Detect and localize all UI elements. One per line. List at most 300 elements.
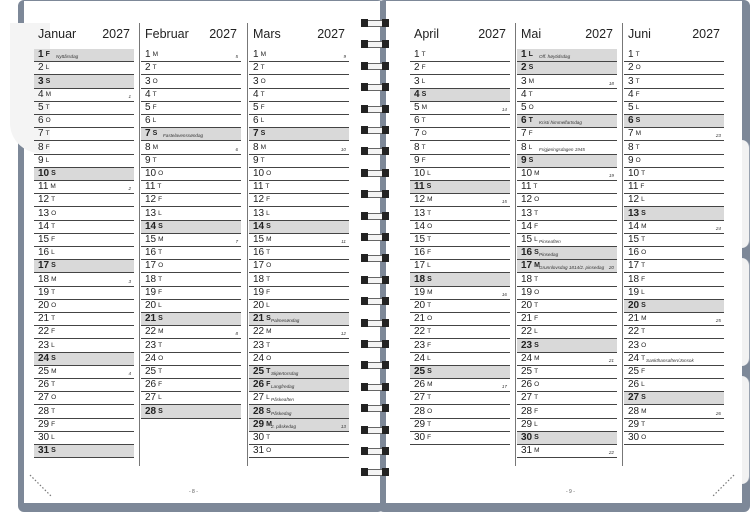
day-number: 21 — [628, 313, 640, 325]
day-row[interactable] — [517, 273, 617, 286]
day-row[interactable] — [249, 273, 349, 286]
spiral-ring — [361, 446, 389, 456]
day-row[interactable] — [141, 221, 241, 234]
day-row[interactable] — [249, 353, 349, 366]
day-label — [145, 247, 162, 259]
day-row[interactable] — [141, 273, 241, 286]
week-number: 9 — [343, 54, 346, 60]
month-header — [410, 1, 510, 47]
holiday-note: Pinseaften — [539, 238, 561, 244]
weekday-letter: S — [641, 301, 646, 309]
day-row[interactable] — [141, 128, 241, 141]
day-label — [628, 326, 645, 338]
day-row[interactable] — [624, 221, 724, 234]
day-row[interactable] — [624, 49, 724, 62]
day-label — [253, 247, 270, 259]
day-row[interactable] — [141, 405, 241, 418]
day-row[interactable] — [517, 405, 617, 418]
weekday-letter: T — [528, 117, 533, 125]
day-row[interactable] — [249, 75, 349, 88]
day-row[interactable] — [34, 75, 134, 88]
day-number: 28 — [38, 405, 50, 417]
day-row[interactable] — [141, 379, 241, 392]
week-number: 14 — [501, 106, 507, 112]
day-row[interactable] — [624, 194, 724, 207]
weekday-letter: O — [427, 407, 433, 415]
weekday-letter: S — [158, 407, 163, 415]
day-label — [414, 313, 432, 325]
day-row[interactable] — [410, 273, 510, 286]
day-row[interactable] — [410, 155, 510, 168]
weekday-letter: O — [427, 315, 433, 323]
day-row[interactable] — [34, 102, 134, 115]
day-row[interactable] — [517, 181, 617, 194]
day-number: 22 — [521, 326, 533, 338]
day-row[interactable] — [249, 194, 349, 207]
day-row[interactable] — [34, 392, 134, 405]
weekday-letter: L — [45, 156, 50, 164]
day-row[interactable] — [141, 75, 241, 88]
weekday-letter: M — [51, 275, 57, 283]
day-number: 19 — [145, 286, 157, 298]
day-label — [145, 340, 162, 352]
day-row[interactable] — [249, 432, 349, 445]
day-row[interactable] — [141, 141, 241, 154]
day-row[interactable] — [141, 260, 241, 273]
day-row[interactable] — [624, 115, 724, 128]
day-label — [628, 102, 639, 114]
day-row[interactable] — [517, 247, 617, 260]
day-row[interactable] — [249, 392, 349, 405]
day-row[interactable] — [34, 128, 134, 141]
weekday-letter: O — [635, 64, 641, 72]
day-row[interactable] — [410, 115, 510, 128]
day-row[interactable] — [141, 194, 241, 207]
day-row[interactable] — [249, 366, 349, 379]
weekday-letter: T — [528, 90, 533, 98]
day-row[interactable] — [410, 49, 510, 62]
day-row[interactable] — [517, 168, 617, 181]
weekday-letter: O — [534, 288, 540, 296]
day-row[interactable] — [34, 405, 134, 418]
day-row[interactable] — [249, 221, 349, 234]
day-row[interactable] — [34, 49, 134, 62]
day-row[interactable] — [517, 379, 617, 392]
day-row[interactable] — [517, 287, 617, 300]
day-row[interactable] — [624, 287, 724, 300]
day-row[interactable] — [410, 392, 510, 405]
weekday-letter: O — [51, 301, 57, 309]
day-row[interactable] — [410, 62, 510, 75]
day-row[interactable] — [141, 49, 241, 62]
day-row[interactable] — [141, 155, 241, 168]
weekday-letter: O — [266, 447, 272, 455]
weekday-letter: L — [641, 196, 645, 204]
day-row[interactable] — [249, 247, 349, 260]
weekday-letter: F — [266, 288, 271, 296]
day-number: 20 — [414, 299, 426, 311]
day-number: 7 — [253, 128, 259, 140]
day-row[interactable] — [410, 247, 510, 260]
day-label — [145, 274, 162, 286]
day-row[interactable] — [410, 260, 510, 273]
day-row[interactable] — [249, 339, 349, 352]
holiday-note: Kristi himmelfartsdag — [539, 120, 582, 126]
day-label — [38, 234, 55, 246]
weekday-letter: T — [51, 288, 56, 296]
day-row[interactable] — [410, 194, 510, 207]
day-row[interactable] — [410, 326, 510, 339]
day-number: 20 — [38, 299, 50, 311]
day-row[interactable] — [34, 62, 134, 75]
weekday-letter: M — [534, 447, 540, 455]
day-row[interactable] — [34, 207, 134, 220]
day-row[interactable] — [624, 155, 724, 168]
day-label — [521, 300, 538, 312]
day-row[interactable] — [517, 326, 617, 339]
day-row[interactable] — [141, 102, 241, 115]
day-row[interactable] — [517, 339, 617, 352]
day-row[interactable] — [34, 379, 134, 392]
day-row[interactable] — [624, 419, 724, 432]
weekday-letter: L — [158, 209, 162, 217]
day-row[interactable] — [517, 445, 617, 458]
day-row[interactable] — [34, 181, 134, 194]
weekday-letter: T — [534, 301, 539, 309]
day-row[interactable] — [410, 75, 510, 88]
day-row[interactable] — [517, 194, 617, 207]
day-label — [145, 260, 163, 272]
day-number: 26 — [253, 379, 265, 391]
day-row[interactable] — [34, 155, 134, 168]
day-row[interactable] — [141, 287, 241, 300]
day-row[interactable] — [624, 260, 724, 273]
day-number: 1 — [414, 49, 420, 61]
day-row[interactable] — [410, 300, 510, 313]
day-row[interactable] — [249, 379, 349, 392]
day-row[interactable] — [410, 102, 510, 115]
day-row[interactable] — [34, 326, 134, 339]
day-row[interactable] — [517, 313, 617, 326]
day-row[interactable] — [624, 405, 724, 418]
day-row[interactable] — [249, 49, 349, 62]
day-row[interactable] — [141, 234, 241, 247]
weekday-letter: M — [534, 354, 540, 362]
day-row[interactable] — [517, 260, 617, 273]
day-label — [628, 221, 647, 233]
day-label — [145, 406, 163, 418]
day-row[interactable] — [249, 234, 349, 247]
day-row[interactable] — [249, 128, 349, 141]
day-row[interactable] — [141, 247, 241, 260]
day-number: 26 — [414, 379, 426, 391]
day-number: 8 — [253, 141, 259, 153]
day-row[interactable] — [517, 300, 617, 313]
weekday-letter: F — [427, 249, 432, 257]
day-row[interactable] — [624, 247, 724, 260]
weekday-letter: T — [641, 354, 646, 362]
day-row[interactable] — [410, 419, 510, 432]
day-row[interactable] — [141, 62, 241, 75]
day-label — [414, 406, 432, 418]
weekday-letter: F — [421, 64, 426, 72]
day-row[interactable] — [34, 221, 134, 234]
weekday-letter: M — [51, 367, 57, 375]
day-label — [145, 313, 163, 325]
day-number: 12 — [253, 194, 265, 206]
column-divider — [139, 23, 140, 466]
day-row[interactable] — [34, 234, 134, 247]
day-label — [253, 62, 265, 74]
weekday-letter: F — [635, 90, 640, 98]
day-row[interactable] — [141, 353, 241, 366]
day-row[interactable] — [249, 89, 349, 102]
day-row[interactable] — [249, 260, 349, 273]
day-row[interactable] — [517, 102, 617, 115]
day-row[interactable] — [517, 141, 617, 154]
week-number: 8 — [235, 331, 238, 337]
day-row[interactable] — [624, 168, 724, 181]
day-row[interactable] — [410, 128, 510, 141]
day-row[interactable] — [410, 366, 510, 379]
day-row[interactable] — [624, 207, 724, 220]
weekday-letter: T — [421, 51, 426, 59]
day-row[interactable] — [141, 339, 241, 352]
day-row[interactable] — [34, 115, 134, 128]
month-column-januar — [34, 1, 134, 457]
month-name: April — [414, 27, 440, 41]
day-row[interactable] — [517, 62, 617, 75]
day-row[interactable] — [34, 287, 134, 300]
day-row[interactable] — [410, 221, 510, 234]
day-row[interactable] — [34, 313, 134, 326]
day-row[interactable] — [410, 181, 510, 194]
day-row[interactable] — [624, 339, 724, 352]
month-year: 2027 — [478, 27, 506, 41]
day-row[interactable] — [624, 75, 724, 88]
day-row[interactable] — [517, 392, 617, 405]
day-number: 2 — [628, 62, 634, 74]
day-row[interactable] — [517, 89, 617, 102]
day-label — [253, 366, 270, 378]
day-row[interactable] — [410, 432, 510, 445]
day-row[interactable] — [517, 234, 617, 247]
day-row[interactable] — [141, 392, 241, 405]
day-number: 28 — [414, 405, 426, 417]
week-number: 11 — [341, 238, 346, 244]
day-row[interactable] — [34, 445, 134, 458]
day-row[interactable] — [624, 128, 724, 141]
weekday-letter: S — [51, 169, 56, 177]
day-row[interactable] — [141, 207, 241, 220]
day-label — [521, 168, 540, 180]
day-row[interactable] — [249, 326, 349, 339]
week-number: 12 — [340, 331, 346, 337]
weekday-letter: F — [45, 51, 50, 59]
day-number: 26 — [38, 379, 50, 391]
day-row[interactable] — [624, 379, 724, 392]
day-row[interactable] — [34, 260, 134, 273]
day-row[interactable] — [34, 273, 134, 286]
day-row[interactable] — [624, 181, 724, 194]
day-row[interactable] — [34, 339, 134, 352]
weekday-letter: T — [641, 262, 646, 270]
day-row[interactable] — [249, 419, 349, 432]
day-row[interactable] — [141, 181, 241, 194]
day-row[interactable] — [517, 207, 617, 220]
day-row[interactable] — [517, 75, 617, 88]
month-year: 2027 — [317, 27, 345, 41]
day-row[interactable] — [34, 419, 134, 432]
day-number: 30 — [521, 431, 533, 443]
day-row[interactable] — [624, 62, 724, 75]
day-label — [145, 300, 162, 312]
day-number: 1 — [521, 49, 527, 61]
weekday-letter: M — [260, 143, 266, 151]
day-label — [521, 76, 534, 88]
weekday-letter: T — [534, 394, 539, 402]
day-number: 19 — [521, 286, 533, 298]
day-row[interactable] — [34, 141, 134, 154]
day-label — [253, 419, 272, 431]
day-row[interactable] — [624, 141, 724, 154]
day-row[interactable] — [624, 89, 724, 102]
day-number: 28 — [521, 405, 533, 417]
day-label — [628, 419, 645, 431]
day-label — [38, 115, 51, 127]
day-label — [253, 194, 270, 206]
day-row[interactable] — [410, 353, 510, 366]
day-row[interactable] — [34, 194, 134, 207]
day-row[interactable] — [34, 168, 134, 181]
day-row[interactable] — [517, 432, 617, 445]
day-number: 3 — [628, 75, 634, 87]
day-row[interactable] — [410, 207, 510, 220]
weekday-letter: M — [641, 315, 647, 323]
day-row[interactable] — [249, 287, 349, 300]
day-row[interactable] — [141, 115, 241, 128]
day-row[interactable] — [34, 247, 134, 260]
day-row[interactable] — [624, 326, 724, 339]
day-row[interactable] — [249, 62, 349, 75]
day-row[interactable] — [517, 221, 617, 234]
day-row[interactable] — [517, 49, 617, 62]
day-row[interactable] — [410, 313, 510, 326]
day-number: 10 — [521, 167, 533, 179]
day-row[interactable] — [624, 392, 724, 405]
day-label — [628, 392, 646, 404]
holiday-note: Skjærtorsdag — [271, 370, 299, 376]
day-row[interactable] — [517, 155, 617, 168]
day-row[interactable] — [249, 102, 349, 115]
weekday-letter: S — [427, 275, 432, 283]
day-row[interactable] — [249, 300, 349, 313]
day-label — [521, 313, 538, 325]
column-divider — [622, 23, 623, 466]
day-row[interactable] — [249, 313, 349, 326]
right-page — [386, 1, 742, 503]
day-label — [521, 221, 538, 233]
day-row[interactable] — [141, 89, 241, 102]
day-row[interactable] — [141, 168, 241, 181]
day-row[interactable] — [34, 432, 134, 445]
day-row[interactable] — [141, 366, 241, 379]
day-row[interactable] — [410, 168, 510, 181]
day-row[interactable] — [410, 405, 510, 418]
weekday-letter: T — [158, 275, 163, 283]
weekday-letter: T — [51, 222, 56, 230]
day-label — [414, 392, 431, 404]
day-row[interactable] — [249, 181, 349, 194]
day-number: 21 — [38, 313, 50, 325]
weekday-letter: M — [50, 183, 56, 191]
day-row[interactable] — [624, 102, 724, 115]
day-row[interactable] — [141, 300, 241, 313]
day-row[interactable] — [517, 366, 617, 379]
day-row[interactable] — [141, 313, 241, 326]
day-number: 24 — [145, 352, 157, 364]
day-row[interactable] — [249, 115, 349, 128]
day-number: 8 — [145, 141, 151, 153]
day-row[interactable] — [624, 353, 724, 366]
day-row[interactable] — [249, 168, 349, 181]
day-row[interactable] — [410, 379, 510, 392]
day-number: 1 — [253, 49, 259, 61]
day-row[interactable] — [517, 128, 617, 141]
weekday-letter: L — [266, 301, 270, 309]
day-row[interactable] — [410, 234, 510, 247]
holiday-note: Nyttårsdag — [56, 54, 79, 60]
weekday-letter: S — [51, 354, 56, 362]
day-label — [628, 194, 645, 206]
weekday-letter: O — [158, 354, 164, 362]
day-row[interactable] — [249, 445, 349, 458]
day-row[interactable] — [249, 155, 349, 168]
day-number: 6 — [38, 115, 44, 127]
day-number: 3 — [414, 75, 420, 87]
day-row[interactable] — [624, 313, 724, 326]
day-row[interactable] — [410, 89, 510, 102]
day-row[interactable] — [34, 300, 134, 313]
day-row[interactable] — [517, 115, 617, 128]
day-row[interactable] — [410, 141, 510, 154]
day-row[interactable] — [249, 207, 349, 220]
day-row[interactable] — [141, 326, 241, 339]
day-row[interactable] — [249, 405, 349, 418]
day-row[interactable] — [624, 366, 724, 379]
day-label — [253, 406, 271, 418]
day-row[interactable] — [410, 339, 510, 352]
day-row[interactable] — [410, 287, 510, 300]
day-row[interactable] — [624, 234, 724, 247]
spiral-ring — [361, 146, 389, 156]
month-header — [624, 1, 724, 47]
day-row[interactable] — [34, 366, 134, 379]
day-number: 13 — [521, 207, 533, 219]
day-row[interactable] — [624, 432, 724, 445]
day-row[interactable] — [249, 141, 349, 154]
weekday-letter: L — [534, 328, 538, 336]
day-row[interactable] — [624, 273, 724, 286]
day-number: 29 — [628, 418, 640, 430]
weekday-letter: F — [51, 328, 56, 336]
day-row[interactable] — [34, 353, 134, 366]
day-row[interactable] — [517, 419, 617, 432]
day-row[interactable] — [517, 353, 617, 366]
day-label — [414, 221, 432, 233]
day-row[interactable] — [34, 89, 134, 102]
day-row[interactable] — [624, 300, 724, 313]
